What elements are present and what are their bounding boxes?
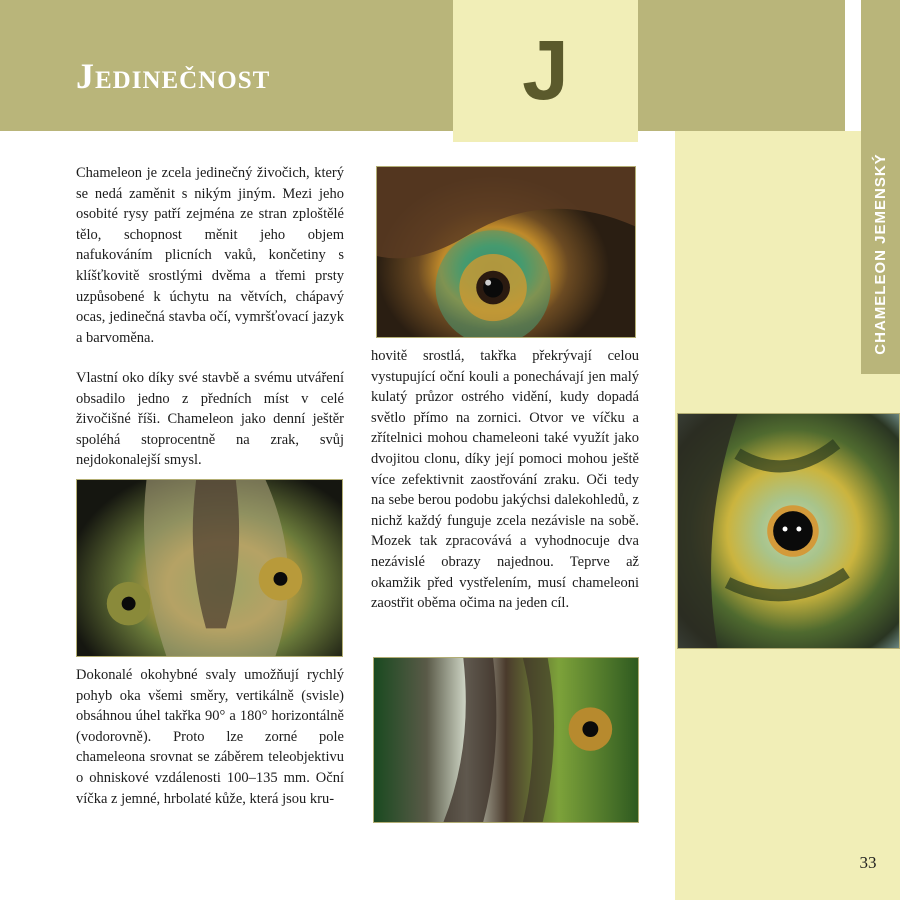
chameleon-climbing-photo bbox=[373, 657, 639, 823]
paragraph-intro: Chameleon je zcela jedinečný živočich, který se nedá zaměnit s nikým jiným. Mezi jeho osobité rysy patří zejména ze stran zploštělé tělo, schopnost měnit jeho objem nafukováním plicních vaků, končetiny s klíšťkovitě srostlými dvěma a třemi prsty uzpůsobené k úchytu na větvích, chápavý ocas, jedinečná stavba očí, vymršťovací jazyk a barvoměna. bbox=[76, 165, 344, 346]
paragraph-eye: Vlastní oko díky své stavbě a svému utváření obsadilo jedno z předních míst v celé živočišné říši. Chameleon jako denní ještěr spoléhá stoprocentně na zrak, svůj nejdokonalejší smysl. bbox=[76, 370, 344, 469]
page-title: Jedinečnost bbox=[76, 56, 271, 96]
chameleon-head-photo bbox=[76, 479, 343, 657]
chameleon-eye-closeup-photo bbox=[376, 166, 636, 338]
paragraph-eye-lids: hovitě srostlá, takřka překrývají celou vystupující oční kouli a ponechávají jen malý kulatý průzor ostrého vidění, kudy dopadá světlo přímo na zornici. Otvor ve víčku a zřítelnici mohou chameleoni také využít jako dvojitou clonu, díky její pomoci mohou ještě více zefektivnit zaostřování zraku. Oči tedy na sebe berou podobu jakýchsi dalekohledů, z nichž každý funguje zcela nezávisle na sobě. Mozek tak zpracovává a vyhodnocuje dva nezávislé obrazy najednou. Teprve až okamžik před vystřelením, musí chameleoni zaostřit oběma očima na jeden cíl. bbox=[371, 348, 639, 612]
side-tab-label: CHAMELEON JEMENSKÝ bbox=[872, 153, 889, 355]
chapter-letter: J bbox=[522, 23, 569, 117]
chameleon-eye-macro-photo bbox=[677, 413, 900, 649]
header-gap bbox=[845, 0, 861, 131]
paragraph-eye-muscles: Dokonalé okohybné svaly umožňují rychlý pohyb oka všemi směry, vertikálně (svisle) obsáhnou úhel takřka 90° a 180° horizontálně (vodorovně). Proto lze zorné pole chameleona srovnat se záběrem teleobjektivu o ohniskové vzdálenosti 100–135 mm. Oční víčka z jemné, hrbolaté kůže, která jsou kru- bbox=[76, 667, 344, 807]
page-number: 33 bbox=[859, 853, 877, 872]
